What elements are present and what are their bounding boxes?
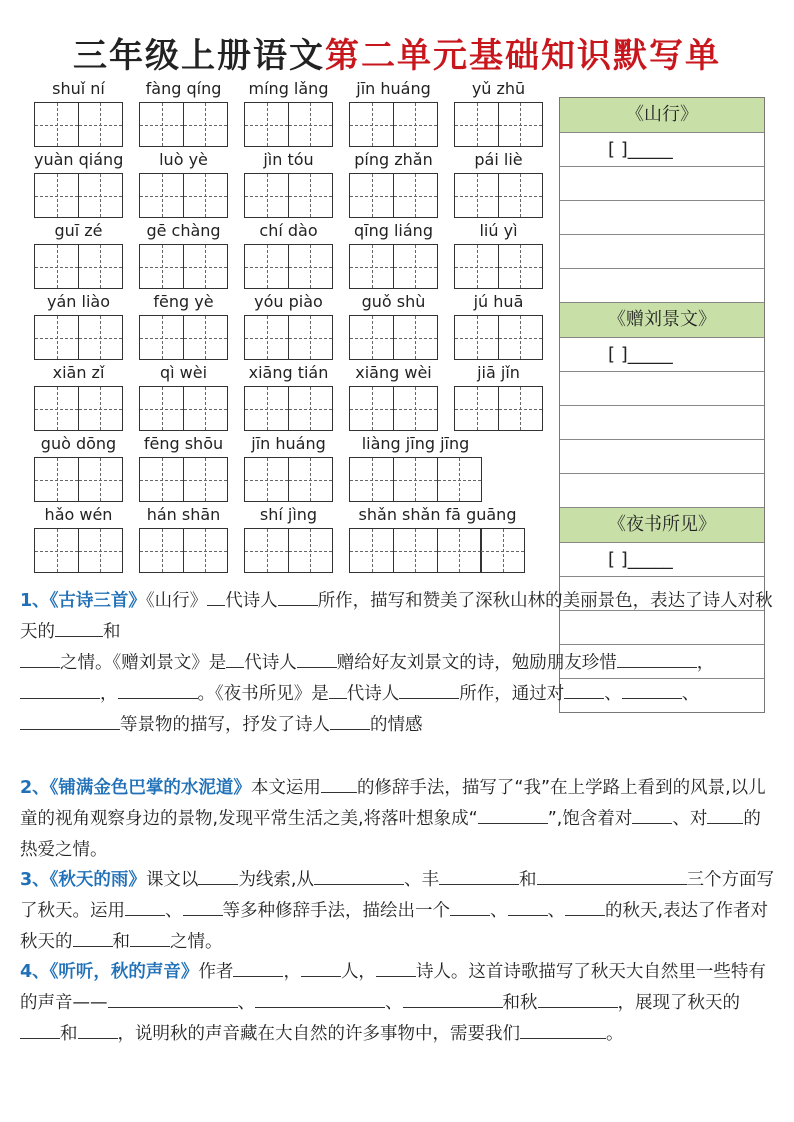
tianzige-box[interactable] xyxy=(78,457,123,502)
q3-heading: 3、《秋天的雨》 xyxy=(20,870,146,890)
pinyin-label: chí dào xyxy=(259,221,318,240)
q2-text: 本文运用 xyxy=(250,778,321,798)
tianzige-box[interactable] xyxy=(393,528,438,573)
pinyin-word xyxy=(34,291,123,360)
pinyin-word xyxy=(244,220,333,289)
q1-text: 之情。《赠刘景文》是 xyxy=(60,653,227,673)
poem-line-field[interactable] xyxy=(560,372,764,406)
tianzige-box[interactable] xyxy=(288,386,333,431)
pinyin-word xyxy=(139,362,228,431)
pinyin-label: guī zé xyxy=(54,221,103,240)
pinyin-word xyxy=(139,220,228,289)
q1-text: ， xyxy=(100,684,118,704)
poem-line-field[interactable] xyxy=(560,440,764,474)
q1-text: 和 xyxy=(103,622,121,642)
q3-text: 和 xyxy=(112,932,130,952)
q3-text: 、丰 xyxy=(404,870,439,890)
tianzige-box[interactable] xyxy=(183,386,228,431)
pinyin-word xyxy=(34,78,123,147)
poem-line-field[interactable] xyxy=(560,474,764,508)
blank-field[interactable] xyxy=(125,897,165,916)
tianzige-box[interactable] xyxy=(244,102,289,147)
tianzige-box[interactable] xyxy=(244,173,289,218)
question-3 xyxy=(20,865,778,958)
blank-field[interactable] xyxy=(321,774,357,793)
pinyin-label: pái liè xyxy=(474,150,523,169)
pinyin-label: luò yè xyxy=(159,150,208,169)
blank-field[interactable] xyxy=(330,711,370,730)
pinyin-word xyxy=(244,291,333,360)
tianzige-box[interactable] xyxy=(34,315,79,360)
tianzige-box[interactable] xyxy=(454,244,499,289)
blank-field[interactable] xyxy=(20,1020,60,1039)
q2-text: ”,饱含着对 xyxy=(547,809,633,829)
blank-field[interactable] xyxy=(73,928,113,947)
poem-line-field[interactable] xyxy=(560,167,764,201)
q1-text: 、 xyxy=(604,684,622,704)
tianzige-box[interactable] xyxy=(34,173,79,218)
tianzige-box[interactable] xyxy=(498,315,543,360)
q1-text: 代诗人 xyxy=(225,591,278,611)
pinyin-label: qīng liáng xyxy=(354,221,433,240)
tianzige-box[interactable] xyxy=(288,244,333,289)
pinyin-word xyxy=(454,220,543,289)
blank-field[interactable] xyxy=(207,587,225,606)
blank-field[interactable] xyxy=(399,680,459,699)
tianzige-box[interactable] xyxy=(244,528,289,573)
blank-field[interactable] xyxy=(329,680,347,699)
pinyin-word xyxy=(349,362,438,431)
tianzige-box[interactable] xyxy=(454,315,499,360)
blank-field[interactable] xyxy=(707,805,743,824)
poem-line-field[interactable] xyxy=(560,406,764,440)
pinyin-row xyxy=(34,220,554,291)
blank-field[interactable] xyxy=(537,866,687,885)
pinyin-label: jú huā xyxy=(473,292,524,311)
tianzige-box[interactable] xyxy=(78,386,123,431)
blank-field[interactable] xyxy=(565,897,605,916)
pinyin-word xyxy=(244,149,333,218)
pinyin-word xyxy=(349,433,482,502)
poem-title-header: 《夜书所见》 xyxy=(560,508,764,543)
tianzige-box[interactable] xyxy=(244,244,289,289)
q2-text: 、对 xyxy=(672,809,708,829)
pinyin-label: jiā jǐn xyxy=(477,363,520,382)
blank-field[interactable] xyxy=(20,680,100,699)
pinyin-label: píng zhǎn xyxy=(354,150,433,169)
blank-field[interactable] xyxy=(278,587,318,606)
pinyin-word xyxy=(34,149,123,218)
pinyin-label: xiāng tián xyxy=(248,363,329,382)
tianzige-box[interactable] xyxy=(34,244,79,289)
pinyin-row xyxy=(34,149,554,220)
q4-text: ，说明秋的声音藏在大自然的许多事物中，需要我们 xyxy=(117,1024,520,1044)
blank-field[interactable] xyxy=(478,805,548,824)
tianzige-box[interactable] xyxy=(498,244,543,289)
tianzige-box[interactable] xyxy=(393,173,438,218)
pinyin-row xyxy=(34,78,554,149)
tianzige-box[interactable] xyxy=(139,528,184,573)
blank-field[interactable] xyxy=(108,989,238,1008)
pinyin-label: hǎo wén xyxy=(44,505,113,524)
q4-text: ，展现了秋天的 xyxy=(617,993,740,1013)
tianzige-box[interactable] xyxy=(480,528,525,573)
tianzige-box[interactable] xyxy=(183,244,228,289)
tianzige-box[interactable] xyxy=(288,457,333,502)
tianzige-box[interactable] xyxy=(139,173,184,218)
q3-text: 、 xyxy=(165,901,183,921)
tianzige-box[interactable] xyxy=(183,173,228,218)
q3-text: 三个方面写了秋天。运用 xyxy=(20,870,774,921)
q4-text: ， xyxy=(283,962,301,982)
tianzige-box[interactable] xyxy=(183,457,228,502)
q2-text: 的修辞手法，描写了“我”在上学路上看到的风景,以儿童的视角观察身边的景物,发现平常生活之美,将落叶想象成“ xyxy=(20,778,766,829)
pinyin-word xyxy=(34,504,123,573)
blank-field[interactable] xyxy=(508,897,548,916)
blank-field[interactable] xyxy=(520,1020,606,1039)
tianzige-box[interactable] xyxy=(393,102,438,147)
q4-text: 和秋 xyxy=(502,993,538,1013)
poem-title-header: 《赠刘景文》 xyxy=(560,303,764,338)
q2-text: 的热爱之情。 xyxy=(20,809,761,860)
blank-field[interactable] xyxy=(118,680,198,699)
tianzige-box[interactable] xyxy=(78,244,123,289)
tianzige-box[interactable] xyxy=(498,386,543,431)
pinyin-row xyxy=(34,291,554,362)
blank-field[interactable] xyxy=(226,649,244,668)
pinyin-label: liàng jīng jīng xyxy=(361,434,470,453)
blank-field[interactable] xyxy=(450,897,490,916)
pinyin-label: guǒ shù xyxy=(361,292,426,311)
tianzige-box[interactable] xyxy=(454,173,499,218)
q3-text: 等多种修辞手法，描绘出一个 xyxy=(222,901,450,921)
pinyin-label: shí jìng xyxy=(259,505,318,524)
pinyin-grid-area xyxy=(34,78,554,575)
q4-text: 和 xyxy=(60,1024,78,1044)
q1-text: 代诗人 xyxy=(346,684,400,704)
q2-heading: 2、《铺满金色巴掌的水泥道》 xyxy=(20,778,251,798)
tianzige-box[interactable] xyxy=(183,102,228,147)
pinyin-label: hán shān xyxy=(146,505,221,524)
blank-field[interactable] xyxy=(439,866,519,885)
tianzige-box[interactable] xyxy=(437,457,482,502)
tianzige-box[interactable] xyxy=(288,173,333,218)
pinyin-label: xiāng wèi xyxy=(355,363,432,382)
tianzige-box[interactable] xyxy=(349,315,394,360)
tianzige-box[interactable] xyxy=(393,457,438,502)
pinyin-label: shuǐ ní xyxy=(52,79,105,98)
tianzige-box[interactable] xyxy=(454,102,499,147)
q1-text: 代诗人 xyxy=(244,653,297,673)
tianzige-box[interactable] xyxy=(349,102,394,147)
tianzige-box[interactable] xyxy=(393,386,438,431)
pinyin-label: xiān zǐ xyxy=(52,363,105,382)
pinyin-word xyxy=(349,149,438,218)
tianzige-box[interactable] xyxy=(393,244,438,289)
q4-text: 、 xyxy=(237,993,255,1013)
q1-text: 所作，描写和赞美了深秋山林的美丽景色，表达了诗人对秋天的 xyxy=(20,591,773,642)
pinyin-word xyxy=(454,78,543,147)
blank-field[interactable] xyxy=(314,866,404,885)
blank-field[interactable] xyxy=(622,680,682,699)
q3-text: 、 xyxy=(490,901,508,921)
pinyin-label: shǎn shǎn fā guāng xyxy=(358,505,517,524)
tianzige-box[interactable] xyxy=(183,528,228,573)
q1-text: ， xyxy=(696,653,715,673)
question-2 xyxy=(20,773,778,866)
tianzige-box[interactable] xyxy=(139,457,184,502)
q3-text: 为线索,从 xyxy=(238,870,314,890)
pinyin-word xyxy=(244,433,333,502)
pinyin-row xyxy=(34,433,554,504)
tianzige-box[interactable] xyxy=(288,315,333,360)
pinyin-label: yuàn qiáng xyxy=(34,150,124,169)
q1-text: 《山行》 xyxy=(145,591,208,611)
pinyin-word xyxy=(139,291,228,360)
poem-author-line[interactable]: [ ]_____ xyxy=(560,543,764,577)
tianzige-box[interactable] xyxy=(349,244,394,289)
pinyin-word xyxy=(454,362,543,431)
tianzige-box[interactable] xyxy=(78,315,123,360)
pinyin-word xyxy=(139,433,228,502)
tianzige-box[interactable] xyxy=(288,102,333,147)
blank-field[interactable] xyxy=(198,866,238,885)
pinyin-label: yóu piào xyxy=(254,292,323,311)
pinyin-word xyxy=(34,362,123,431)
tianzige-box[interactable] xyxy=(393,315,438,360)
pinyin-label: jīn huáng xyxy=(251,434,326,453)
pinyin-label: yǔ zhū xyxy=(471,79,526,98)
pinyin-label: yán liào xyxy=(47,292,110,311)
question-4 xyxy=(20,957,778,1050)
q4-text: 人， xyxy=(340,962,376,982)
tianzige-box[interactable] xyxy=(244,386,289,431)
pinyin-row xyxy=(34,504,554,575)
blank-field[interactable] xyxy=(130,928,170,947)
poem-author-line[interactable]: [ ]_____ xyxy=(560,338,764,372)
tianzige-box[interactable] xyxy=(139,244,184,289)
tianzige-box[interactable] xyxy=(349,457,394,502)
q3-text: 之情。 xyxy=(170,932,223,952)
tianzige-box[interactable] xyxy=(349,386,394,431)
q3-text: 课文以 xyxy=(145,870,199,890)
q1-text: 、 xyxy=(681,684,700,704)
pinyin-word xyxy=(349,220,438,289)
poem-author-line[interactable]: [ ]_____ xyxy=(560,133,764,167)
pinyin-row xyxy=(34,362,554,433)
pinyin-word xyxy=(454,291,543,360)
pinyin-label: guò dōng xyxy=(40,434,117,453)
blank-field[interactable] xyxy=(538,989,618,1008)
tianzige-box[interactable] xyxy=(34,457,79,502)
poem-title-header: 《山行》 xyxy=(560,98,764,133)
blank-field[interactable] xyxy=(297,649,337,668)
pinyin-word xyxy=(454,149,543,218)
blank-field[interactable] xyxy=(403,989,503,1008)
pinyin-label: gē chàng xyxy=(146,221,221,240)
pinyin-word xyxy=(139,78,228,147)
q4-text: 作者 xyxy=(198,962,234,982)
pinyin-word xyxy=(349,504,526,573)
q1-text: 。《夜书所见》是 xyxy=(197,684,329,704)
blank-field[interactable] xyxy=(20,711,120,730)
tianzige-box[interactable] xyxy=(78,173,123,218)
pinyin-word xyxy=(244,504,333,573)
pinyin-word xyxy=(349,291,438,360)
pinyin-label: míng lǎng xyxy=(248,79,329,98)
blank-field[interactable] xyxy=(617,649,697,668)
q4-heading: 4、《听听，秋的声音》 xyxy=(20,962,199,982)
pinyin-word xyxy=(139,504,228,573)
pinyin-label: jīn huáng xyxy=(356,79,431,98)
q1-text: 等景物的描写，抒发了诗人 xyxy=(120,715,330,735)
blank-field[interactable] xyxy=(183,897,223,916)
pinyin-label: jìn tóu xyxy=(263,150,314,169)
title-red: 第二单元基础知识默写单 xyxy=(325,36,721,76)
page-title xyxy=(0,28,794,77)
q1-heading: 1、《古诗三首》 xyxy=(20,591,146,611)
blank-field[interactable] xyxy=(20,649,60,668)
title-black: 三年级上册语文 xyxy=(73,36,325,76)
blank-field[interactable] xyxy=(376,958,416,977)
tianzige-box[interactable] xyxy=(437,528,482,573)
blank-field[interactable] xyxy=(55,618,103,637)
tianzige-box[interactable] xyxy=(498,102,543,147)
tianzige-box[interactable] xyxy=(78,102,123,147)
pinyin-word xyxy=(34,220,123,289)
pinyin-label: qì wèi xyxy=(159,363,208,382)
tianzige-box[interactable] xyxy=(34,528,79,573)
tianzige-box[interactable] xyxy=(183,315,228,360)
pinyin-label: fēng shōu xyxy=(143,434,224,453)
q3-text: 的秋天,表达了作者对秋天的 xyxy=(20,901,769,952)
tianzige-box[interactable] xyxy=(244,457,289,502)
pinyin-label: liú yì xyxy=(479,221,518,240)
pinyin-word xyxy=(244,78,333,147)
q1-text: 所作，通过对 xyxy=(459,684,565,704)
q4-text: 诗人。这首诗歌描写了秋天大自然里一些特有的声音—— xyxy=(20,962,766,1013)
pinyin-word xyxy=(34,433,123,502)
tianzige-box[interactable] xyxy=(34,386,79,431)
tianzige-box[interactable] xyxy=(78,528,123,573)
question-1 xyxy=(20,586,778,741)
blank-field[interactable] xyxy=(564,680,604,699)
q4-text: 。 xyxy=(606,1024,624,1044)
q3-text: 和 xyxy=(519,870,537,890)
tianzige-box[interactable] xyxy=(139,315,184,360)
blank-field[interactable] xyxy=(632,805,672,824)
pinyin-label: fēng yè xyxy=(153,292,214,311)
blank-field[interactable] xyxy=(255,989,385,1008)
pinyin-word xyxy=(349,78,438,147)
tianzige-box[interactable] xyxy=(498,173,543,218)
blank-field[interactable] xyxy=(301,958,341,977)
tianzige-box[interactable] xyxy=(139,102,184,147)
tianzige-box[interactable] xyxy=(349,173,394,218)
tianzige-box[interactable] xyxy=(454,386,499,431)
poem-line-field[interactable] xyxy=(560,269,764,303)
pinyin-word xyxy=(244,362,333,431)
tianzige-box[interactable] xyxy=(349,528,394,573)
pinyin-word xyxy=(139,149,228,218)
q3-text: 、 xyxy=(547,901,565,921)
tianzige-box[interactable] xyxy=(244,315,289,360)
pinyin-label: fàng qíng xyxy=(145,79,222,98)
poem-line-field[interactable] xyxy=(560,235,764,269)
q1-text: 赠给好友刘景文的诗，勉励朋友珍惜 xyxy=(336,653,617,673)
q1-text: 的情感 xyxy=(370,715,423,735)
poem-line-field[interactable] xyxy=(560,201,764,235)
tianzige-box[interactable] xyxy=(288,528,333,573)
tianzige-box[interactable] xyxy=(139,386,184,431)
blank-field[interactable] xyxy=(78,1020,118,1039)
tianzige-box[interactable] xyxy=(34,102,79,147)
blank-field[interactable] xyxy=(233,958,283,977)
q4-text: 、 xyxy=(385,993,403,1013)
